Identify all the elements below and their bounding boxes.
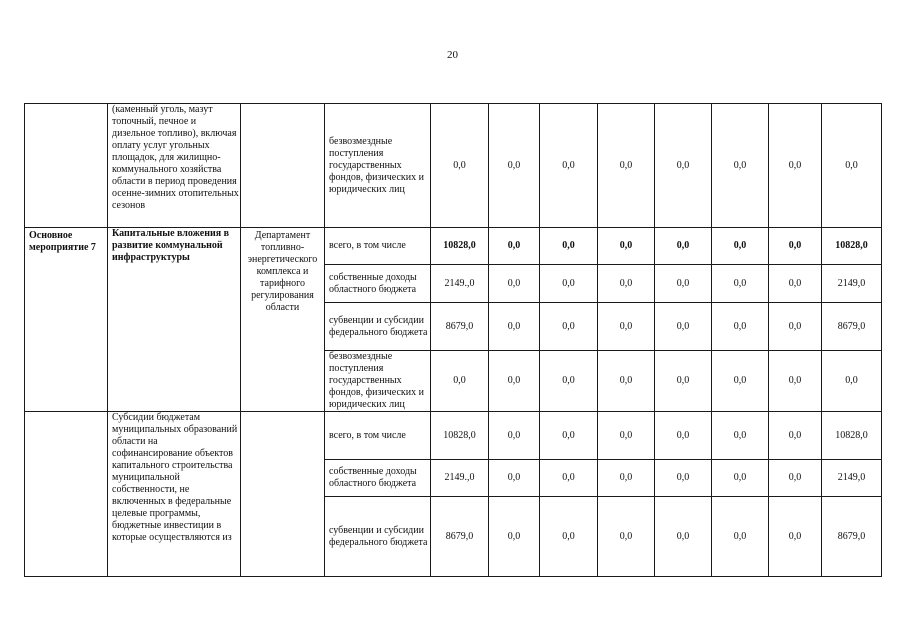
value-cell: 8679,0 <box>822 497 882 577</box>
value-cell: 0,0 <box>712 228 769 265</box>
value-cell: 0,0 <box>655 497 712 577</box>
value-cell: 8679,0 <box>431 303 489 351</box>
value-cell: 2149.,0 <box>431 460 489 497</box>
value-cell: 0,0 <box>489 303 540 351</box>
value-cell: 0,0 <box>540 351 598 412</box>
value-cell: 0,0 <box>598 412 655 460</box>
value-cell: 0,0 <box>769 303 822 351</box>
value-cell: 0,0 <box>598 497 655 577</box>
value-cell: 0,0 <box>655 460 712 497</box>
value-cell: 10828,0 <box>822 228 882 265</box>
value-cell: 0,0 <box>822 104 882 228</box>
value-cell: 0,0 <box>655 412 712 460</box>
value-cell: 0,0 <box>540 303 598 351</box>
value-cell: 0,0 <box>712 412 769 460</box>
value-cell: 0,0 <box>712 460 769 497</box>
value-cell: 0,0 <box>489 104 540 228</box>
measure-description: Субсидии бюджетам муниципальных образований области на софинансирование объектов капитального строительства муниципальной собственности, не включенных в федеральные целевые программы, бюджетные инвестиции в которые осуществляются из <box>108 412 241 577</box>
value-cell: 0,0 <box>540 412 598 460</box>
value-cell: 0,0 <box>489 265 540 303</box>
measure-code-cell <box>25 412 108 577</box>
value-cell: 0,0 <box>598 104 655 228</box>
department-cell <box>241 412 325 577</box>
value-cell: 0,0 <box>489 228 540 265</box>
measure-code: Основное мероприятие 7 <box>25 228 108 412</box>
value-cell: 0,0 <box>540 460 598 497</box>
value-cell: 0,0 <box>712 497 769 577</box>
value-cell: 2149,0 <box>822 265 882 303</box>
value-cell: 0,0 <box>598 228 655 265</box>
value-cell: 0,0 <box>769 460 822 497</box>
value-cell: 2149,0 <box>822 460 882 497</box>
value-cell: 0,0 <box>598 460 655 497</box>
value-cell: 0,0 <box>540 104 598 228</box>
funding-source: безвозмездные поступления государственных фондов, физических и юридических лиц <box>325 351 431 412</box>
table-row <box>25 412 882 460</box>
value-cell: 10828,0 <box>822 412 882 460</box>
value-cell: 10828,0 <box>431 412 489 460</box>
measure-title: Капитальные вложения в развитие коммунальной инфраструктуры <box>108 228 241 412</box>
value-cell: 0,0 <box>540 497 598 577</box>
value-cell: 0,0 <box>769 228 822 265</box>
value-cell: 0,0 <box>489 460 540 497</box>
value-cell: 2149.,0 <box>431 265 489 303</box>
value-cell: 0,0 <box>540 228 598 265</box>
funding-source: собственные доходы областного бюджета <box>325 265 431 303</box>
value-cell: 0,0 <box>769 497 822 577</box>
value-cell: 0,0 <box>769 104 822 228</box>
value-cell: 0,0 <box>489 351 540 412</box>
value-cell: 0,0 <box>655 104 712 228</box>
responsible-department: Департамент топливно-энергетического комплекса и тарифного регулирования области <box>241 228 325 412</box>
value-cell: 8679,0 <box>431 497 489 577</box>
funding-source: всего, в том числе <box>325 412 431 460</box>
funding-source: субвенции и субсидии федерального бюджета <box>325 497 431 577</box>
value-cell: 0,0 <box>489 497 540 577</box>
value-cell: 10828,0 <box>431 228 489 265</box>
value-cell: 0,0 <box>540 265 598 303</box>
funding-source: безвозмездные поступления государственных фондов, физических и юридических лиц <box>325 104 431 228</box>
value-cell: 0,0 <box>712 351 769 412</box>
value-cell: 0,0 <box>655 228 712 265</box>
table-row <box>25 104 882 228</box>
department-cell <box>241 104 325 228</box>
value-cell: 0,0 <box>489 412 540 460</box>
value-cell: 8679,0 <box>822 303 882 351</box>
measure-code-cell <box>25 104 108 228</box>
value-cell: 0,0 <box>655 351 712 412</box>
value-cell: 0,0 <box>769 265 822 303</box>
value-cell: 0,0 <box>431 104 489 228</box>
value-cell: 0,0 <box>431 351 489 412</box>
value-cell: 0,0 <box>712 104 769 228</box>
value-cell: 0,0 <box>598 351 655 412</box>
funding-source: всего, в том числе <box>325 228 431 265</box>
value-cell: 0,0 <box>712 265 769 303</box>
budget-table <box>24 103 882 577</box>
value-cell: 0,0 <box>769 351 822 412</box>
value-cell: 0,0 <box>822 351 882 412</box>
funding-source: субвенции и субсидии федерального бюджета <box>325 303 431 351</box>
value-cell: 0,0 <box>712 303 769 351</box>
measure-description: (каменный уголь, мазут топочный, печное и дизельное топливо), включая оплату услуг угольных площадок, для жилищно-коммунального хозяйства области в период проведения осенне-зимних отопительных сезонов <box>108 104 241 228</box>
value-cell: 0,0 <box>655 303 712 351</box>
page-number: 20 <box>447 49 458 61</box>
value-cell: 0,0 <box>769 412 822 460</box>
value-cell: 0,0 <box>598 303 655 351</box>
table-row <box>25 228 882 265</box>
value-cell: 0,0 <box>598 265 655 303</box>
funding-source: собственные доходы областного бюджета <box>325 460 431 497</box>
value-cell: 0,0 <box>655 265 712 303</box>
